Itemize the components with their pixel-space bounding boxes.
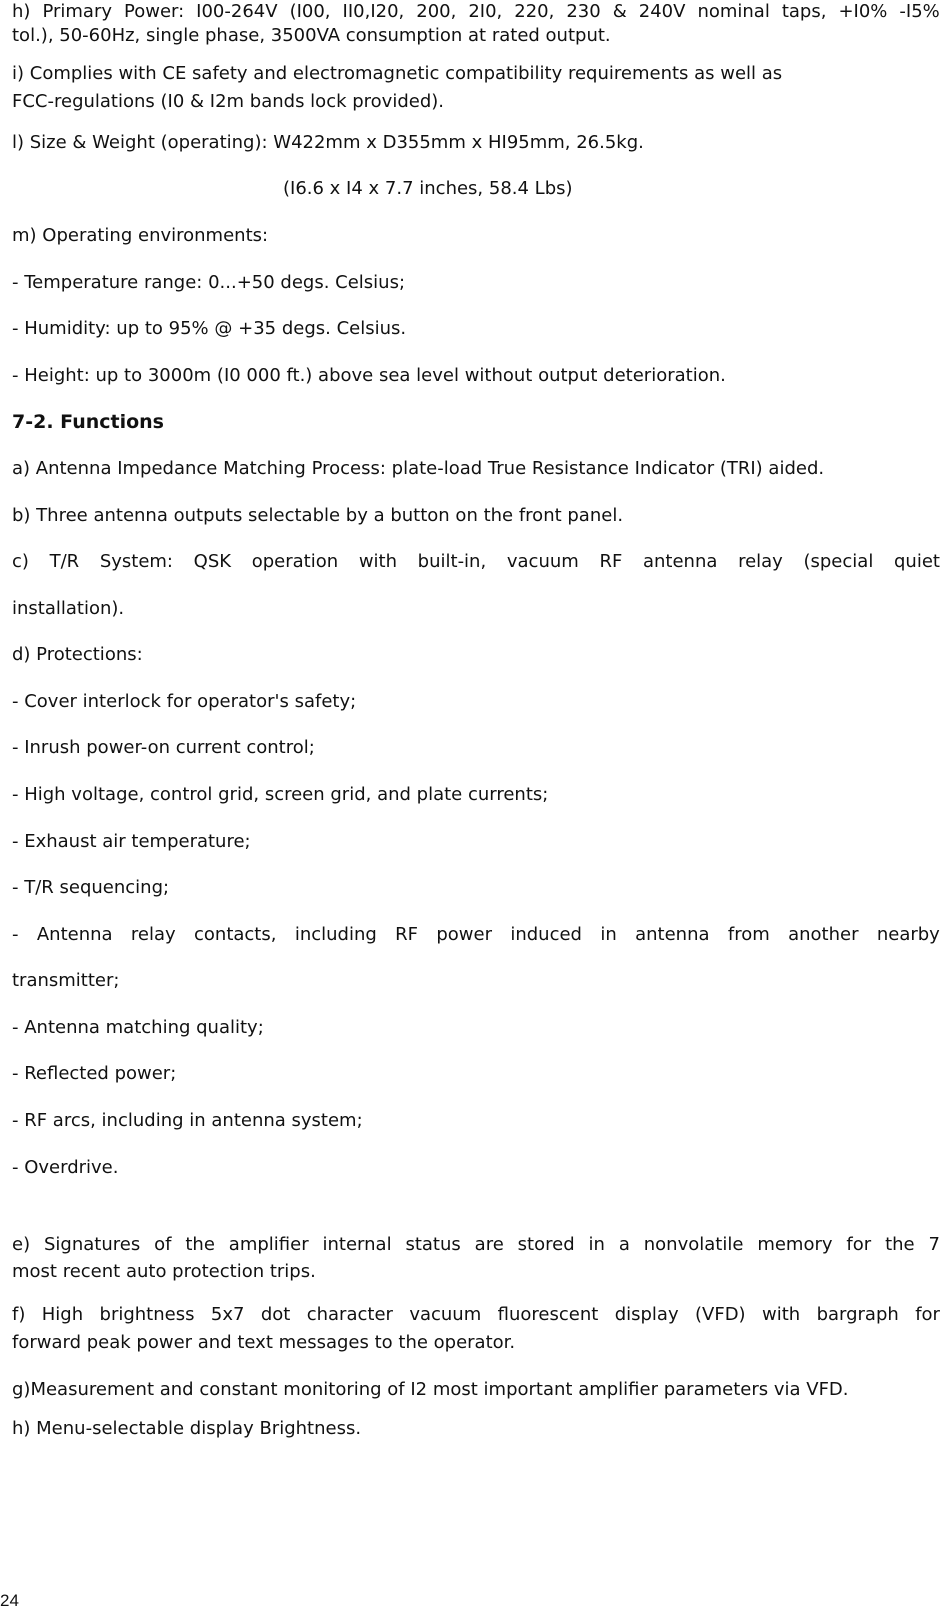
word: & xyxy=(612,1,627,22)
word: including xyxy=(294,924,377,945)
word: with xyxy=(358,551,398,572)
word: are xyxy=(474,1234,504,1255)
protection-inrush-control: - Inrush power-on current control; xyxy=(12,737,315,758)
protection-cover-interlock: - Cover interlock for operator's safety; xyxy=(12,691,357,712)
word: e) xyxy=(12,1234,31,1255)
word: h) xyxy=(12,1,31,22)
word: the xyxy=(885,1234,915,1255)
word: f) xyxy=(12,1304,26,1325)
word: 2I0, xyxy=(468,1,503,22)
function-h-display-brightness: h) Menu-selectable display Brightness. xyxy=(12,1418,362,1439)
protection-high-voltage-currents: - High voltage, control grid, screen grid, and plate currents; xyxy=(12,784,549,805)
word: nonvolatile xyxy=(643,1234,744,1255)
word: -I5% xyxy=(899,1,940,22)
spec-l-size-weight: l) Size & Weight (operating): W422mm x D355mm x HI95mm, 26.5kg. xyxy=(12,132,644,153)
env-temperature-range: - Temperature range: 0...+50 degs. Celsius; xyxy=(12,272,406,293)
word: vacuum xyxy=(409,1304,482,1325)
word: Antenna xyxy=(36,924,113,945)
word: from xyxy=(727,924,770,945)
word: c) xyxy=(12,551,29,572)
word: antenna xyxy=(642,551,718,572)
function-f-vfd-display-line-1 xyxy=(12,1303,940,1327)
function-b-antenna-outputs: b) Three antenna outputs selectable by a button on the front panel. xyxy=(12,505,624,526)
word: (VFD) xyxy=(695,1304,746,1325)
word: in xyxy=(588,1234,605,1255)
spec-h-primary-power-line-2: tol.), 50-60Hz, single phase, 3500VA consumption at rated output. xyxy=(12,25,611,46)
word: Signatures xyxy=(44,1234,141,1255)
word: Primary xyxy=(42,1,112,22)
function-f-vfd-display-line-2: forward peak power and text messages to the operator. xyxy=(12,1332,516,1353)
function-c-tr-system-line-2: installation). xyxy=(12,598,125,619)
protection-tr-sequencing: - T/R sequencing; xyxy=(12,877,170,898)
word: internal xyxy=(322,1234,392,1255)
word: Power: xyxy=(124,1,185,22)
function-e-signatures-line-1 xyxy=(12,1233,940,1257)
page-number: 24 xyxy=(0,1591,19,1610)
word: System: xyxy=(99,551,173,572)
word: relay xyxy=(130,924,176,945)
word: for xyxy=(846,1234,872,1255)
word: status xyxy=(405,1234,461,1255)
env-humidity: - Humidity: up to 95% @ +35 degs. Celsius. xyxy=(12,318,407,339)
word: in xyxy=(600,924,617,945)
word: vacuum xyxy=(506,551,579,572)
word: induced xyxy=(510,924,582,945)
word: of xyxy=(154,1234,172,1255)
word: High xyxy=(41,1304,84,1325)
spec-i-compliance-line-2: FCC-regulations (I0 & I2m bands lock provided). xyxy=(12,91,444,112)
spec-i-compliance-line-1: i) Complies with CE safety and electromagnetic compatibility requirements as well as xyxy=(12,63,783,84)
spec-l-size-weight-imperial: (I6.6 x I4 x 7.7 inches, 58.4 Lbs) xyxy=(283,178,573,199)
protection-antenna-matching: - Antenna matching quality; xyxy=(12,1017,264,1038)
word: a xyxy=(618,1234,630,1255)
word: II0,I20, xyxy=(342,1,405,22)
word: the xyxy=(185,1234,215,1255)
function-e-signatures-line-2: most recent auto protection trips. xyxy=(12,1261,316,1282)
word: with xyxy=(761,1304,801,1325)
protection-reflected-power: - Reflected power; xyxy=(12,1063,177,1084)
spec-h-primary-power-line-1 xyxy=(12,0,940,24)
function-a-impedance-matching: a) Antenna Impedance Matching Process: plate-load True Resistance Indicator (TRI) aided. xyxy=(12,458,825,479)
spec-m-operating-environments: m) Operating environments: xyxy=(12,225,269,246)
word: for xyxy=(915,1304,940,1325)
word: bargraph xyxy=(816,1304,899,1325)
word: dot xyxy=(260,1304,291,1325)
document-page xyxy=(12,0,940,1616)
protection-antenna-relay-line-2: transmitter; xyxy=(12,970,120,991)
word: brightness xyxy=(99,1304,195,1325)
word: taps, xyxy=(781,1,827,22)
word: character xyxy=(306,1304,393,1325)
word: QSK xyxy=(193,551,232,572)
word: nearby xyxy=(876,924,940,945)
word: - xyxy=(12,924,19,945)
word: 240V xyxy=(638,1,686,22)
word: built-in, xyxy=(417,551,487,572)
word: nominal xyxy=(697,1,770,22)
word: power xyxy=(436,924,492,945)
function-g-measurement: g)Measurement and constant monitoring of I2 most important amplifier parameters via VFD. xyxy=(12,1379,849,1400)
protection-overdrive: - Overdrive. xyxy=(12,1157,119,1178)
function-c-tr-system-line-1 xyxy=(12,550,940,574)
word: quiet xyxy=(893,551,940,572)
word: antenna xyxy=(635,924,710,945)
word: I00-264V xyxy=(196,1,278,22)
word: T/R xyxy=(49,551,80,572)
word: stored xyxy=(517,1234,575,1255)
word: relay xyxy=(738,551,783,572)
word: operation xyxy=(251,551,339,572)
word: (I00, xyxy=(289,1,331,22)
function-d-protections: d) Protections: xyxy=(12,644,143,665)
word: 5x7 xyxy=(210,1304,245,1325)
protection-rf-arcs: - RF arcs, including in antenna system; xyxy=(12,1110,363,1131)
section-heading-functions: 7-2. Functions xyxy=(12,411,164,433)
word: (special xyxy=(803,551,874,572)
word: 230 xyxy=(566,1,601,22)
word: +I0% xyxy=(838,1,888,22)
word: amplifier xyxy=(228,1234,309,1255)
word: 220, xyxy=(514,1,555,22)
env-height: - Height: up to 3000m (I0 000 ft.) above sea level without output deterioration. xyxy=(12,365,726,386)
word: memory xyxy=(757,1234,833,1255)
word: 7 xyxy=(928,1234,940,1255)
protection-antenna-relay-line-1 xyxy=(12,923,940,947)
word: contacts, xyxy=(194,924,277,945)
word: display xyxy=(614,1304,679,1325)
word: 200, xyxy=(416,1,457,22)
word: another xyxy=(788,924,859,945)
word: fluorescent xyxy=(497,1304,599,1325)
word: RF xyxy=(395,924,419,945)
word: RF xyxy=(599,551,623,572)
protection-exhaust-temperature: - Exhaust air temperature; xyxy=(12,831,251,852)
